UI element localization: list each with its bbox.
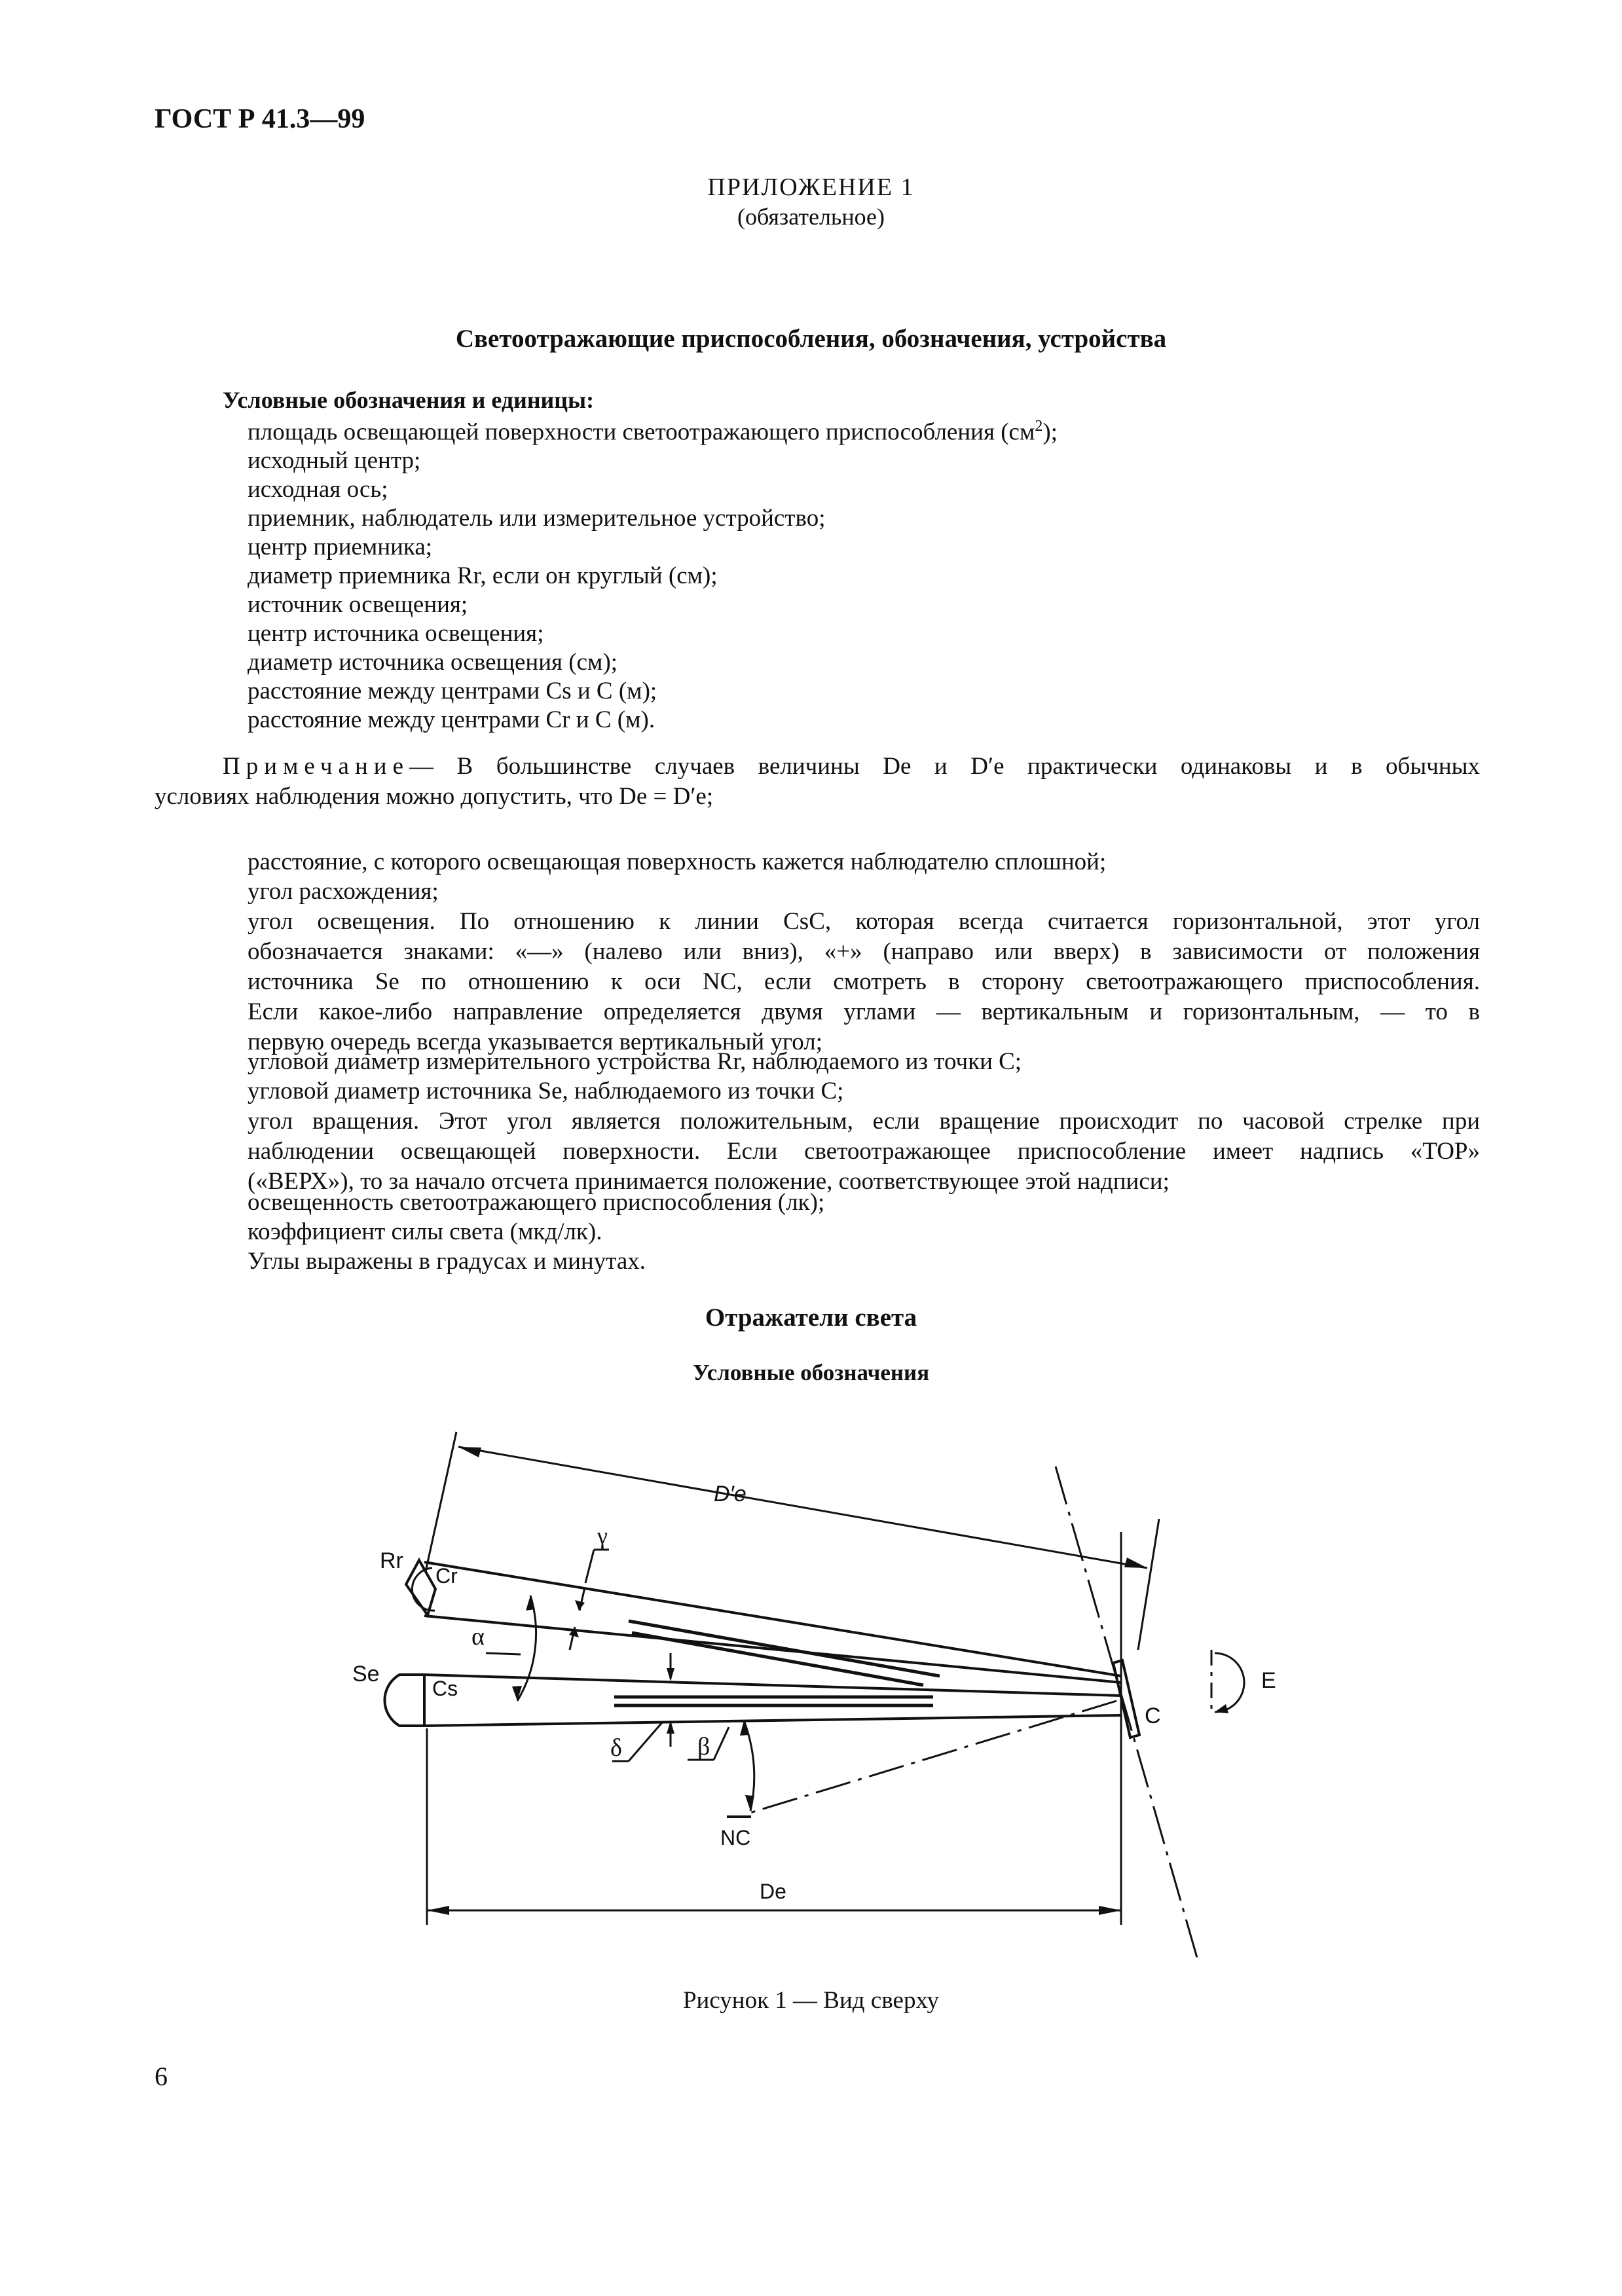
label-e: E xyxy=(1261,1668,1276,1693)
definition-line: угол освещения. По отношению к линии CsC, которая всегда считается горизонтальной, этот угол xyxy=(248,908,1480,935)
definition-line: угол вращения. Этот угол является положительным, если вращение происходит по часовой стрелке при xyxy=(248,1108,1480,1135)
label-rr: Rr xyxy=(380,1548,403,1573)
page-number: 6 xyxy=(155,2062,168,2091)
beta-leader xyxy=(714,1727,729,1760)
definition-line: наблюдении освещающей поверхности. Если светоотражающее приспособление имеет надпись «TOP» xyxy=(248,1138,1480,1165)
definition-text: Углы выражены в градусах и минутах. xyxy=(248,1248,646,1275)
definition-text: коэффициент силы света (мкд/лк). xyxy=(248,1218,602,1245)
alpha-leader xyxy=(486,1653,521,1654)
note-label: Примечание xyxy=(223,753,409,780)
superscript: 2 xyxy=(1035,418,1043,435)
label-se: Se xyxy=(352,1662,380,1686)
definition-text-main: площадь освещающей поверхности светоотражающего приспособления (см xyxy=(248,418,1035,446)
de-prime-extension-right xyxy=(1138,1519,1159,1650)
definition-text: освещенность светоотражающего приспособления (лк); xyxy=(248,1189,825,1216)
arrowhead xyxy=(575,1600,585,1611)
appendix-title: ПРИЛОЖЕНИЕ 1 xyxy=(707,173,915,201)
definition-text-main: расстояние между центрами Cr и C (м). xyxy=(248,706,655,733)
definition-line: («ВЕРХ»), то за начало отсчета принимается положение, соответствующее этой надписи; xyxy=(248,1168,1170,1195)
label-gamma: γ xyxy=(597,1523,608,1549)
reflector-c xyxy=(1113,1660,1139,1738)
label-c: C xyxy=(1145,1704,1161,1728)
label-de: De xyxy=(760,1880,786,1903)
receiver-line xyxy=(424,1616,1121,1683)
definition-text-main: приемник, наблюдатель или измерительное устройство; xyxy=(248,505,826,532)
rotation-arc xyxy=(1215,1653,1244,1712)
label-delta: δ xyxy=(610,1734,622,1762)
definition-line: Если какое-либо направление определяется двумя углами — вертикальным и горизонтальным, — то в xyxy=(248,998,1480,1025)
definition-line: источника Se по отношению к оси NC, если смотреть в сторону светоотражающего приспособления. xyxy=(248,968,1480,995)
gamma-leader xyxy=(585,1550,594,1583)
delta-leader xyxy=(629,1722,663,1761)
receiver-detail xyxy=(629,1621,940,1676)
alpha-arc xyxy=(517,1595,536,1701)
arrowhead xyxy=(458,1447,481,1457)
units-heading: Условные обозначения и единицы: xyxy=(223,387,595,413)
de-prime-extension-left xyxy=(426,1432,456,1571)
arrowhead xyxy=(1124,1558,1147,1568)
arrowhead xyxy=(1215,1704,1228,1713)
definition-text-main: центр приемника; xyxy=(248,534,433,560)
source-line xyxy=(424,1715,1121,1726)
definition-text: расстояние, с которого освещающая поверхность кажется наблюдателю сплошной; xyxy=(248,848,1107,875)
subsection-title: Отражатели света xyxy=(705,1303,917,1332)
definition-text-main: центр источника освещения; xyxy=(248,620,544,647)
arrowhead xyxy=(1099,1906,1121,1915)
label-alpha: α xyxy=(471,1623,485,1650)
label-cr: Cr xyxy=(435,1564,458,1588)
definition-text: угловой диаметр источника Se, наблюдаемого из точки C; xyxy=(248,1078,844,1104)
label-cs: Cs xyxy=(432,1677,458,1700)
definition-text-main: исходный центр; xyxy=(248,447,421,474)
note-line-1: — В большинстве случаев величины De и D′e практически одинаковы и в обычных xyxy=(409,753,1480,780)
definition-text-main: исходная ось; xyxy=(248,476,388,503)
appendix-status: (обязательное) xyxy=(737,204,885,230)
definition-text-main: источник освещения; xyxy=(248,591,468,618)
label-de-prime: D′e xyxy=(714,1482,746,1506)
figure-caption: Рисунок 1 — Вид сверху xyxy=(682,1987,940,2014)
de-prime-dimension-line xyxy=(458,1447,1147,1568)
note-line-2: условиях наблюдения можно допустить, что De = D′e; xyxy=(155,783,714,810)
reflector-axis xyxy=(1056,1467,1197,1958)
definition-text: угол расхождения; xyxy=(248,878,439,905)
definition-text-main: диаметр приемника Rr, если он круглый (см); xyxy=(248,562,718,589)
definition-text-main: расстояние между центрами Cs и C (м); xyxy=(248,678,657,704)
definition-text-tail: ); xyxy=(1042,418,1058,446)
definition-line: обозначается знаками: «—» (налево или вниз), «+» (направо или вверх) в зависимости от положения xyxy=(248,938,1480,965)
definition-text-main: диаметр источника освещения (см); xyxy=(248,649,618,676)
figure-heading: Условные обозначения xyxy=(692,1360,930,1385)
document-code: ГОСТ Р 41.3—99 xyxy=(155,104,365,134)
label-beta: β xyxy=(697,1733,710,1760)
source-line xyxy=(424,1675,1121,1696)
definition-line: первую очередь всегда указывается вертикальный угол; xyxy=(248,1029,822,1055)
section-title: Светоотражающие приспособления, обозначения, устройства xyxy=(455,325,1167,353)
definition-text: угловой диаметр измерительного устройства Rr, наблюдаемого из точки C; xyxy=(248,1048,1022,1075)
arrowhead xyxy=(427,1906,449,1915)
source-se xyxy=(384,1675,424,1726)
arrowhead xyxy=(526,1595,535,1611)
arrowhead xyxy=(667,1668,674,1681)
label-nc: NC xyxy=(720,1826,751,1850)
arrowhead xyxy=(740,1721,749,1736)
